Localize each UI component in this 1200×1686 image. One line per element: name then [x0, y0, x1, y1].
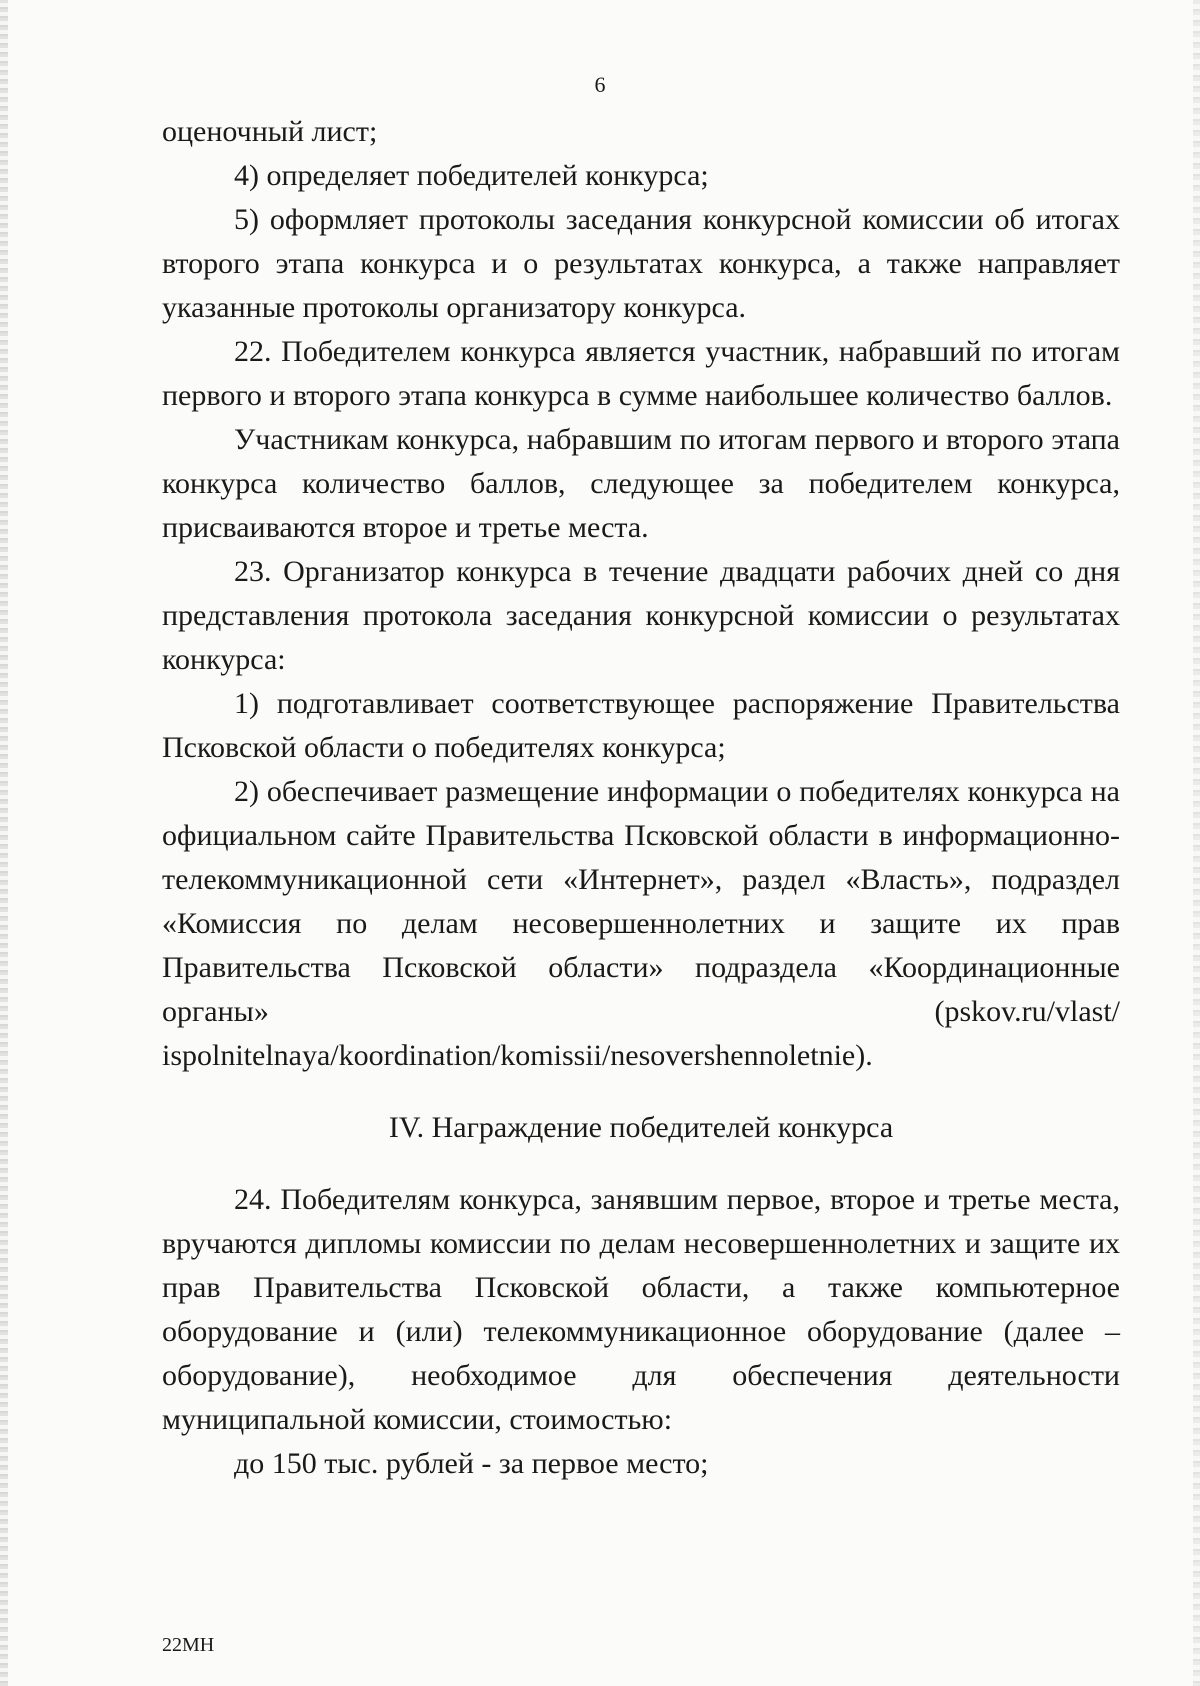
paragraph-10: до 150 тыс. рублей - за первое место; — [234, 1447, 709, 1480]
paragraph-3: 5) оформляет протоколы заседания конкурсной комиссии об итогах второго этапа конкурса и о результатах конкурса, а также направляет указанные протоколы организатору конкурса. — [162, 203, 1120, 324]
paragraph-9: 24. Победителям конкурса, занявшим первое, второе и третье места, вручаются дипломы комиссии по делам несовершеннолетних и защите их прав Правительства Псковской области, а также компьютерное оборудование и (или) телекоммуникационное оборудование (далее – оборудование), необходимое для обеспечения деятельности муниципальной комиссии, стоимостью: — [162, 1183, 1120, 1436]
paragraph-5: Участникам конкурса, набравшим по итогам первого и второго этапа конкурса количество баллов, следующее за победителем конкурса, присваиваются второе и третье места. — [162, 423, 1120, 544]
page-number: 6 — [594, 72, 606, 97]
paragraph-8: 2) обеспечивает размещение информации о победителях конкурса на официальном сайте Правительства Псковской области в информационно-телекоммуникационной сети «Интернет», раздел «Власть», подраздел «Комиссия по делам несовершеннолетних и защите их прав Правительства Псковской области» подраздела «Координационные органы» (pskov.ru/vlast/ ispolnitelnaya/koordination/komissii/nesovershennoletnie). — [162, 775, 1120, 1072]
scan-edge-left — [0, 0, 8, 1686]
section-heading: IV. Награждение победителей конкурса — [388, 1111, 894, 1144]
spacer — [162, 1078, 1120, 1106]
document-body — [162, 110, 1120, 1486]
document-code: 22МН — [162, 1634, 215, 1656]
paragraph-7: 1) подготавливает соответствующее распоряжение Правительства Псковской области о победителях конкурса; — [162, 687, 1120, 764]
spacer — [162, 1150, 1120, 1178]
paragraph-2: 4) определяет победителей конкурса; — [234, 159, 709, 192]
paragraph-6: 23. Организатор конкурса в течение двадцати рабочих дней со дня представления протокола заседания конкурсной комиссии о результатах конкурса: — [162, 555, 1120, 676]
scan-edge-right — [1193, 0, 1200, 1686]
paragraph-4: 22. Победителем конкурса является участник, набравший по итогам первого и второго этапа конкурса в сумме наибольшее количество баллов. — [162, 335, 1120, 412]
paragraph-1: оценочный лист; — [162, 115, 378, 148]
